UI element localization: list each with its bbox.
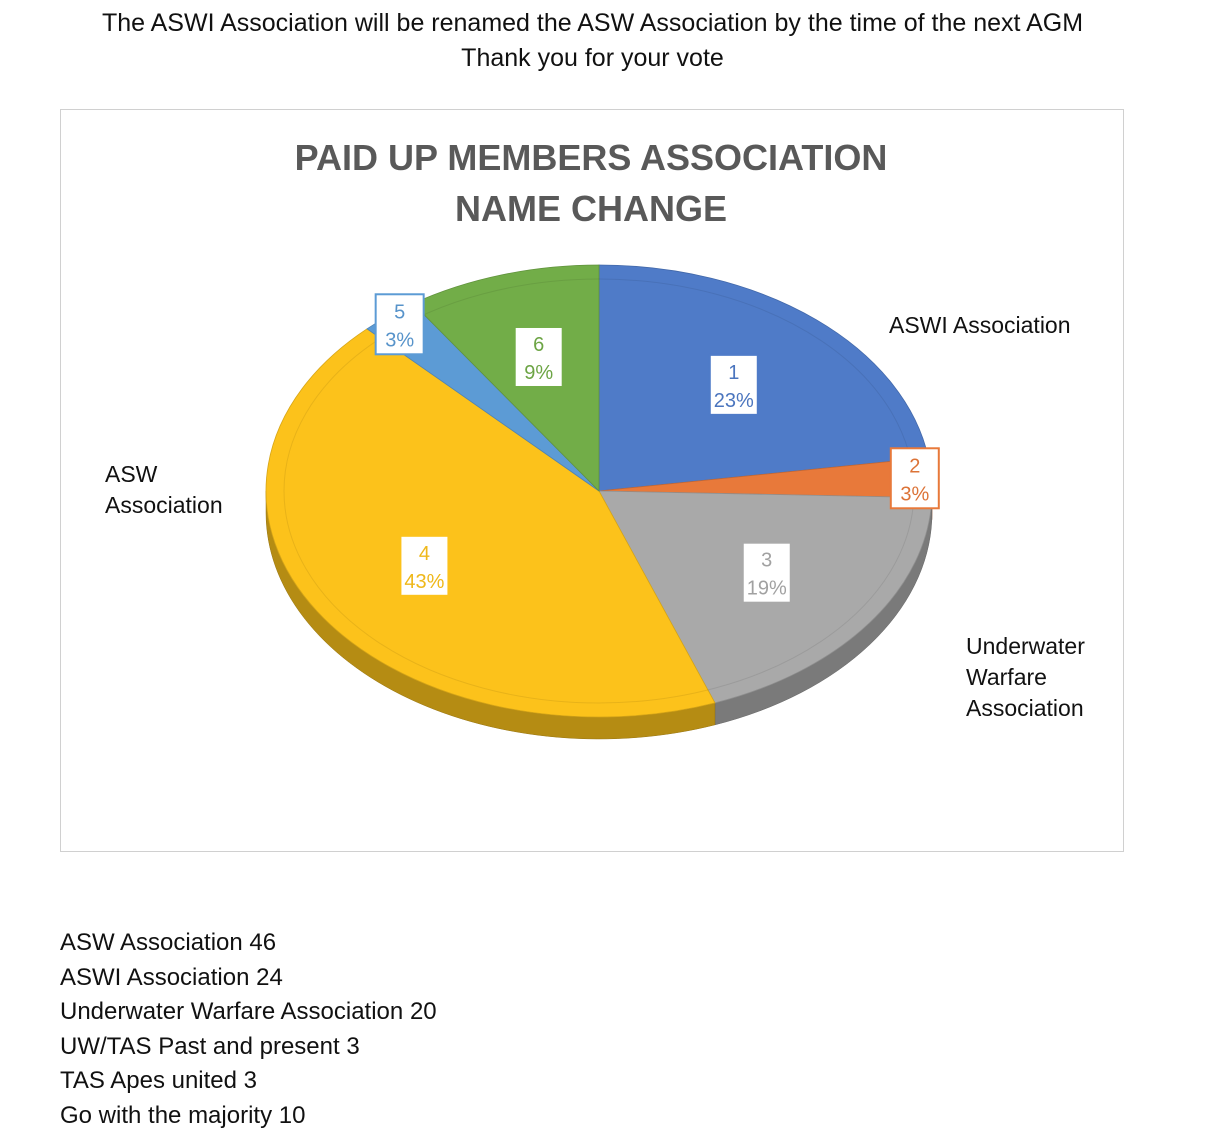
pie-slice-1 [599,265,928,491]
pie-percent-label: 19% [746,577,787,600]
vote-count-name: Go with the majority [60,1101,273,1129]
vote-count-row [60,1030,437,1065]
ext-label-asw-line1: ASW [105,461,158,487]
ext-label-uwa-line1: Underwater [966,633,1085,659]
pie-data-label-3 [743,543,791,603]
pie-data-label-2 [891,448,939,508]
vote-count-name: ASWI Association [60,963,250,991]
vote-count-row [60,961,437,996]
pie-category-label: 5 [394,301,406,324]
vote-count-row [60,995,437,1030]
vote-count-value: 20 [409,998,437,1026]
chart-frame [60,109,1124,852]
ext-label-uwa-line2: Warfare [966,664,1047,690]
ext-label-asw [105,459,223,521]
pie-data-label-1 [710,355,758,415]
pie-percent-label: 23% [713,389,754,412]
pie-category-label: 2 [909,455,921,478]
vote-count-name: TAS Apes united [60,1067,237,1095]
pie-category-label: 6 [533,333,545,356]
pie-percent-label: 43% [404,570,445,593]
vote-count-row [60,1064,437,1099]
pie-category-label: 1 [728,361,740,384]
pie-percent-label: 9% [524,361,554,384]
vote-count-name: ASW Association [60,929,243,956]
pie-data-label-6 [515,327,563,387]
pie-category-label: 3 [761,549,773,572]
announcement-line-2: Thank you for your vote [461,44,724,72]
ext-label-aswi: ASWI Association [889,312,1071,338]
pie-data-label-4 [400,536,448,596]
pie-percent-label: 3% [900,483,930,506]
vote-count-row [60,1099,437,1134]
vote-count-value: 10 [278,1101,306,1129]
vote-count-name: UW/TAS Past and present [60,1032,340,1060]
vote-count-value: 46 [249,929,277,956]
vote-count-name: Underwater Warfare Association [60,998,404,1026]
pie-category-label: 4 [418,542,430,565]
vote-count-value: 24 [256,963,283,991]
ext-label-uwa-line3: Association [966,695,1084,721]
vote-count-row [60,926,437,961]
ext-label-asw-line2: Association [105,492,223,518]
announcement-line-1: The ASWI Association will be renamed the ASW Association by the time of the next AGM [101,9,1084,37]
pie-percent-label: 3% [385,329,415,352]
chart-title: PAID UP MEMBERS ASSOCIATION NAME CHANGE [294,137,888,229]
vote-counts-list [60,926,437,1134]
pie-data-label-5 [376,294,424,354]
ext-label-uwa [966,631,1085,724]
pie-slices [266,265,932,717]
vote-count-value: 3 [346,1032,360,1060]
vote-count-value: 3 [243,1067,258,1095]
